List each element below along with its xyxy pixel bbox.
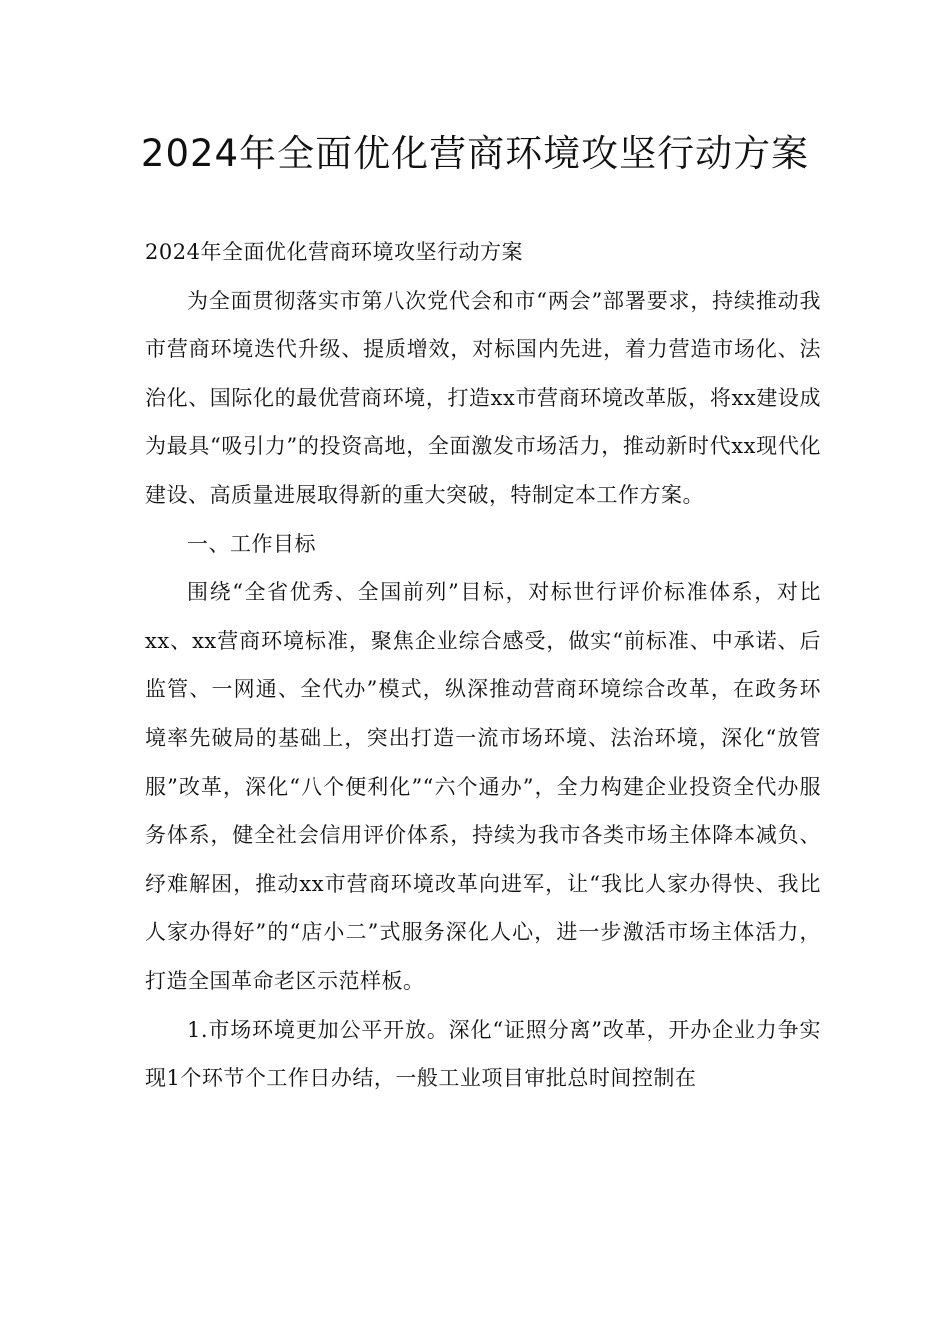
paragraph-market-environment: 1.市场环境更加公平开放。深化“证照分离”改革，开办企业力争实现1个环节个工作日办结，一般工业项目审批总时间控制在	[145, 1017, 821, 1091]
document-title: 2024年全面优化营商环境攻坚行动方案	[140, 132, 810, 175]
document-body	[145, 228, 821, 1103]
paragraph-goals: 围绕“全省优秀、全国前列”目标，对标世行评价标准体系，对比xx、xx营商环境标准，聚焦企业综合感受，做实“前标准、中承诺、后监管、一网通、全代办”模式，纵深推动营商环境综合改革，在政务环境率先破局的基础上，突出打造一流市场环境、法治环境，深化“放管服”改革，深化“八个便利化”“六个通办”，全力构建企业投资全代办服务体系，健全社会信用评价体系，持续为我市各类市场主体降本减负、纾难解困，推动xx市营商环境改革向进军，让“我比人家办得快、我比人家办得好”的“店小二”式服务深化人心，进一步激活市场主体活力，打造全国革命老区示范样板。	[145, 580, 821, 993]
document-subtitle: 2024年全面优化营商环境攻坚行动方案	[145, 240, 523, 264]
section-heading-work-goals: 一、工作目标	[187, 531, 316, 556]
paragraph-intro: 为全面贯彻落实市第八次党代会和市“两会”部署要求，持续推动我市营商环境迭代升级、提质增效，对标国内先进，着力营造市场化、法治化、国际化的最优营商环境，打造xx市营商环境改革版，将xx建设成为最具“吸引力”的投资高地，全面激发市场活力，推动新时代xx现代化建设、高质量进展取得新的重大突破，特制定本工作方案。	[145, 288, 821, 507]
